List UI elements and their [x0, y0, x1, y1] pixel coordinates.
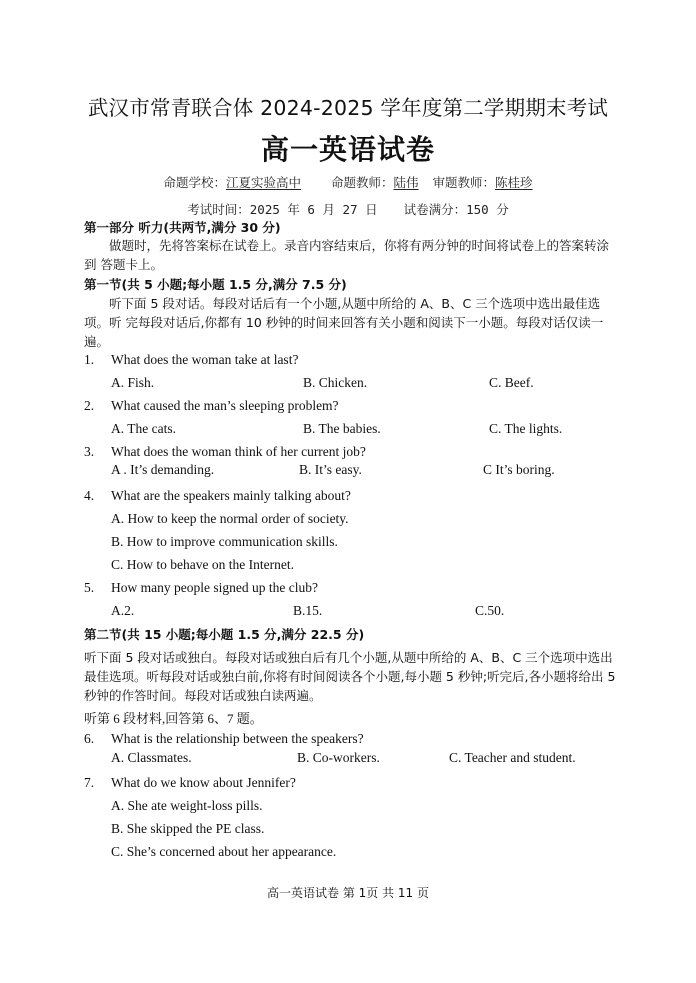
option-c: C. Beef. — [489, 375, 534, 390]
exam-subtitle: 高一英语试卷 — [260, 133, 435, 166]
option-a: A. Classmates. — [111, 750, 192, 765]
reviewer-name: 陈桂珍 — [495, 175, 533, 190]
author-info — [0, 173, 696, 191]
question-number: 6. — [84, 731, 95, 746]
option-a: A. The cats. — [111, 421, 176, 436]
question-text: What is the relationship between the speakers? — [111, 731, 364, 746]
exam-info — [0, 200, 696, 218]
full-score: 试卷满分：150 分 — [403, 202, 509, 217]
question-number: 3. — [84, 444, 95, 459]
option-c: C.50. — [475, 603, 505, 618]
option-c: C. She’s concerned about her appearance. — [111, 844, 337, 859]
exam-time: 考试时间：2025 年 6 月 27 日 — [187, 202, 378, 217]
exam-title: 武汉市常青联合体 2024-2025 学年度第二学期期末考试 — [87, 96, 609, 120]
option-b: B. It’s easy. — [299, 462, 362, 477]
option-b: B. How to improve communication skills. — [111, 534, 338, 549]
question-text: What does the woman think of her current job? — [111, 444, 366, 459]
part1-instructions: 做题时，先将答案标在试卷上。录音内容结束后，你将有两分钟的时间将试卷上的答案转涂到 答题卡上。 — [84, 238, 610, 272]
teacher-name: 陆伟 — [393, 175, 419, 190]
question-text: What caused the man’s sleeping problem? — [111, 398, 339, 413]
question-number: 4. — [84, 488, 95, 503]
option-a: A . It’s demanding. — [111, 462, 215, 477]
option-c: C. How to behave on the Internet. — [111, 557, 294, 572]
option-b: B.15. — [293, 603, 323, 618]
teacher-label: 命题教师： — [330, 175, 394, 190]
section2-heading: 第二节(共 15 小题;每小题 1.5 分,满分 22.5 分) — [84, 627, 365, 642]
option-a: A.2. — [111, 603, 135, 618]
question-number: 7. — [84, 775, 95, 790]
material-note: 听第 6 段材料,回答第 6、7 题。 — [84, 711, 263, 726]
option-a: A. Fish. — [111, 375, 155, 390]
page-footer: 高一英语试卷 第 1页 共 11 页 — [267, 886, 429, 900]
option-c: C. The lights. — [489, 421, 563, 436]
option-c: C. Teacher and student. — [449, 750, 576, 765]
option-a: A. How to keep the normal order of society. — [111, 511, 349, 526]
option-b: B. The babies. — [303, 421, 381, 436]
school-label: 命题学校： — [163, 175, 226, 190]
option-b: B. She skipped the PE class. — [111, 821, 265, 836]
part1-heading: 第一部分 听力(共两节,满分 30 分) — [84, 220, 281, 235]
question-text: What are the speakers mainly talking about? — [111, 488, 351, 503]
school-name: 江夏实验高中 — [225, 175, 301, 190]
question-number: 1. — [84, 352, 95, 367]
question-text: How many people signed up the club? — [111, 580, 318, 595]
question-text: What do we know about Jennifer? — [111, 775, 296, 790]
question-number: 5. — [84, 580, 95, 595]
option-b: B. Co-workers. — [297, 750, 380, 765]
section1-instructions: 听下面 5 段对话。每段对话后有一个小题,从题中所给的 A、B、C 三个选项中选出最佳选项。听 完每段对话后,你都有 10 秒钟的时间来回答有关小题和阅读下一小题。每段对话仅读一遍。 — [84, 296, 604, 349]
option-b: B. Chicken. — [303, 375, 368, 390]
question-number: 2. — [84, 398, 95, 413]
option-a: A. She ate weight-loss pills. — [111, 798, 263, 813]
section1-heading: 第一节(共 5 小题;每小题 1.5 分,满分 7.5 分) — [84, 277, 347, 292]
option-c: C It’s boring. — [483, 462, 555, 477]
question-text: What does the woman take at last? — [111, 352, 299, 367]
reviewer-label: 审题教师： — [432, 175, 496, 190]
section2-instructions: 听下面 5 段对话或独白。每段对话或独白后有几个小题,从题中所给的 A、B、C 三个选项中选出最佳选项。听每段对话或独白前,你将有时间阅读各个小题,每小题 5 秒钟;听完后,各小题将给出 5 秒钟的作答时间。每段对话或独白读两遍。 — [84, 650, 616, 703]
